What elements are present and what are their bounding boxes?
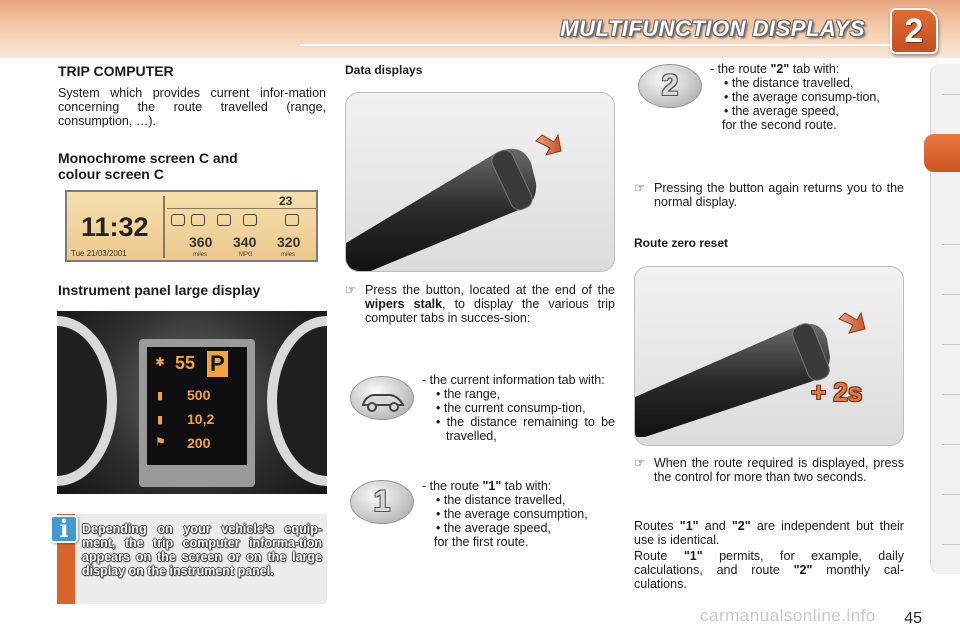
current-tab-heading: - the current information tab with: <box>422 373 605 387</box>
screen-divider <box>163 196 165 258</box>
route-2-item-speed: • the average speed, <box>724 104 839 118</box>
press-text-post: , to display the various trip computer tabs in succes-sion: <box>365 297 615 325</box>
route-1-item-consumption: • the average consumption, <box>436 507 588 521</box>
intro-text: System which provides current infor-mation concerning the route travelled (range, consumption, …). <box>58 86 326 128</box>
routes-and: and <box>704 519 726 533</box>
route-2-post: tab with: <box>792 62 840 76</box>
route-2-block <box>710 62 903 132</box>
route-1-icon <box>350 480 414 524</box>
press-again-text: Pressing the button again returns you to the normal display. <box>654 181 904 209</box>
press-instruction <box>345 283 615 325</box>
route-1-item-speed: • the average speed, <box>436 521 551 535</box>
screen-unit-2: MPG <box>239 252 253 258</box>
route-1-post: tab with: <box>504 479 552 493</box>
routes-pre: Routes <box>634 519 674 533</box>
routes-post: are independent but their use is identical. <box>634 519 904 547</box>
hand-pointer-icon: ☞ <box>634 181 646 195</box>
flag-icon: ⚑ <box>155 435 166 449</box>
route-1-number: 1 <box>373 485 391 518</box>
pump-icon: ▮ <box>157 414 164 426</box>
routes-independent-text <box>634 519 904 547</box>
screen-unit-3: miles <box>281 252 296 258</box>
panel-value-1: 500 <box>187 387 211 403</box>
reset-stalk-image <box>634 266 904 446</box>
wiper-stalk-drawing <box>346 93 615 272</box>
header-line <box>300 44 890 46</box>
screen-c-image <box>65 190 318 262</box>
tab-mark <box>942 394 960 395</box>
mono-screen-title <box>58 150 326 182</box>
page-title: MULTIFUNCTION DISPLAYS <box>560 16 865 41</box>
route-2-item-consumption: • the average consump-tion, <box>724 90 880 104</box>
chapter-badge: 2 <box>890 8 938 54</box>
route-icon: ✱ <box>155 355 166 369</box>
screen-clock: 11:32 <box>81 212 149 242</box>
chapter-tab-active <box>924 134 960 172</box>
fuel-icon <box>217 214 231 226</box>
info-icon: i <box>50 515 78 543</box>
route-usage-pre: Route <box>634 549 668 563</box>
route-2-pre: - the route <box>710 62 767 76</box>
right-dial <box>267 316 327 486</box>
route-usage-code-2: "2" <box>793 563 813 577</box>
route-2-number: 2 <box>661 69 679 102</box>
car-tab-icon <box>171 214 185 226</box>
tab-mark <box>942 294 960 295</box>
tab-mark <box>942 244 960 245</box>
two-seconds-badge: + 2s <box>811 377 863 407</box>
route-2-end: for the second route. <box>722 118 837 132</box>
mono-title-line1: Monochrome screen C and <box>58 150 238 166</box>
tab-mark <box>942 444 960 445</box>
instrument-panel-image <box>57 311 327 494</box>
tab-mark <box>942 344 960 345</box>
press-text-bold: wipers stalk <box>365 297 443 311</box>
route-usage-text <box>634 549 904 591</box>
flag-icon <box>285 214 299 226</box>
screen-value-range: 360 <box>189 234 213 250</box>
route-2-item-distance: • the distance travelled, <box>724 76 854 90</box>
current-item-distance-remaining: • the distance remaining to be travelled, <box>436 415 615 443</box>
hold-text: When the route required is displayed, press the control for more than two seconds. <box>654 456 904 484</box>
route-1-code: "1" <box>482 479 502 493</box>
route-2-heading <box>710 62 903 76</box>
pump-icon <box>243 214 257 226</box>
panel-letter: P <box>207 351 228 377</box>
car-silhouette-icon <box>351 377 415 421</box>
press-again-instruction <box>634 181 904 209</box>
page-number: 45 <box>904 610 922 627</box>
panel-value-3: 200 <box>187 435 211 451</box>
screen-temperature: 23 <box>279 194 293 208</box>
car-icon <box>191 214 205 226</box>
screen-value-consumption: 340 <box>233 234 257 250</box>
route-2-code: "2" <box>770 62 790 76</box>
route-usage-post: monthly cal-culations. <box>634 563 904 591</box>
screen-value-distance: 320 <box>277 234 301 250</box>
screen-date: Tue 21/03/2001 <box>71 249 127 258</box>
current-item-range: • the range, <box>436 387 501 401</box>
hand-pointer-icon: ☞ <box>634 456 646 470</box>
route-2-icon <box>638 64 702 108</box>
hold-instruction <box>634 456 904 484</box>
route-1-heading <box>422 479 615 493</box>
wiper-stalk-image <box>345 92 615 272</box>
info-text: Depending on your vehicle's equip-ment, the trip computer informa-tion appears on the screen or on the large display on the instrument panel. <box>82 522 322 578</box>
tab-mark <box>942 94 960 95</box>
watermark: carmanualsonline.info <box>700 606 876 625</box>
panel-display-title: Instrument panel large display <box>58 282 261 298</box>
route-1-pre: - the route <box>422 479 479 493</box>
route-1-item-distance: • the distance travelled, <box>436 493 566 507</box>
route-1-block <box>422 479 615 549</box>
car-tab-icon <box>350 376 414 420</box>
route-1-end: for the first route. <box>434 535 529 549</box>
route-usage-mid: permits, for example, daily calculations, and route <box>634 549 904 577</box>
reset-stalk-drawing <box>635 267 904 446</box>
hand-pointer-icon: ☞ <box>345 283 357 297</box>
data-displays-title: Data displays <box>345 63 423 77</box>
left-dial <box>57 316 117 486</box>
route-usage-code-1: "1" <box>683 549 703 563</box>
routes-code-2: "2" <box>731 519 751 533</box>
press-text-pre: Press the button, located at the end of the <box>365 283 615 297</box>
section-title-trip-computer: TRIP COMPUTER <box>58 63 174 79</box>
route-zero-reset-title: Route zero reset <box>634 236 729 250</box>
routes-code-1: "1" <box>679 519 699 533</box>
screen-unit-1: miles <box>193 252 208 258</box>
panel-value-top: 55 <box>175 353 196 373</box>
screen-topbar <box>167 208 317 209</box>
panel-value-2: 10,2 <box>187 411 215 427</box>
mono-title-line2: colour screen C <box>58 166 164 182</box>
current-tab-block <box>422 373 615 443</box>
current-item-consumption: • the current consump-tion, <box>436 401 586 415</box>
tab-mark <box>942 544 960 545</box>
fuel-icon: ▮ <box>157 390 164 402</box>
tab-mark <box>942 494 960 495</box>
